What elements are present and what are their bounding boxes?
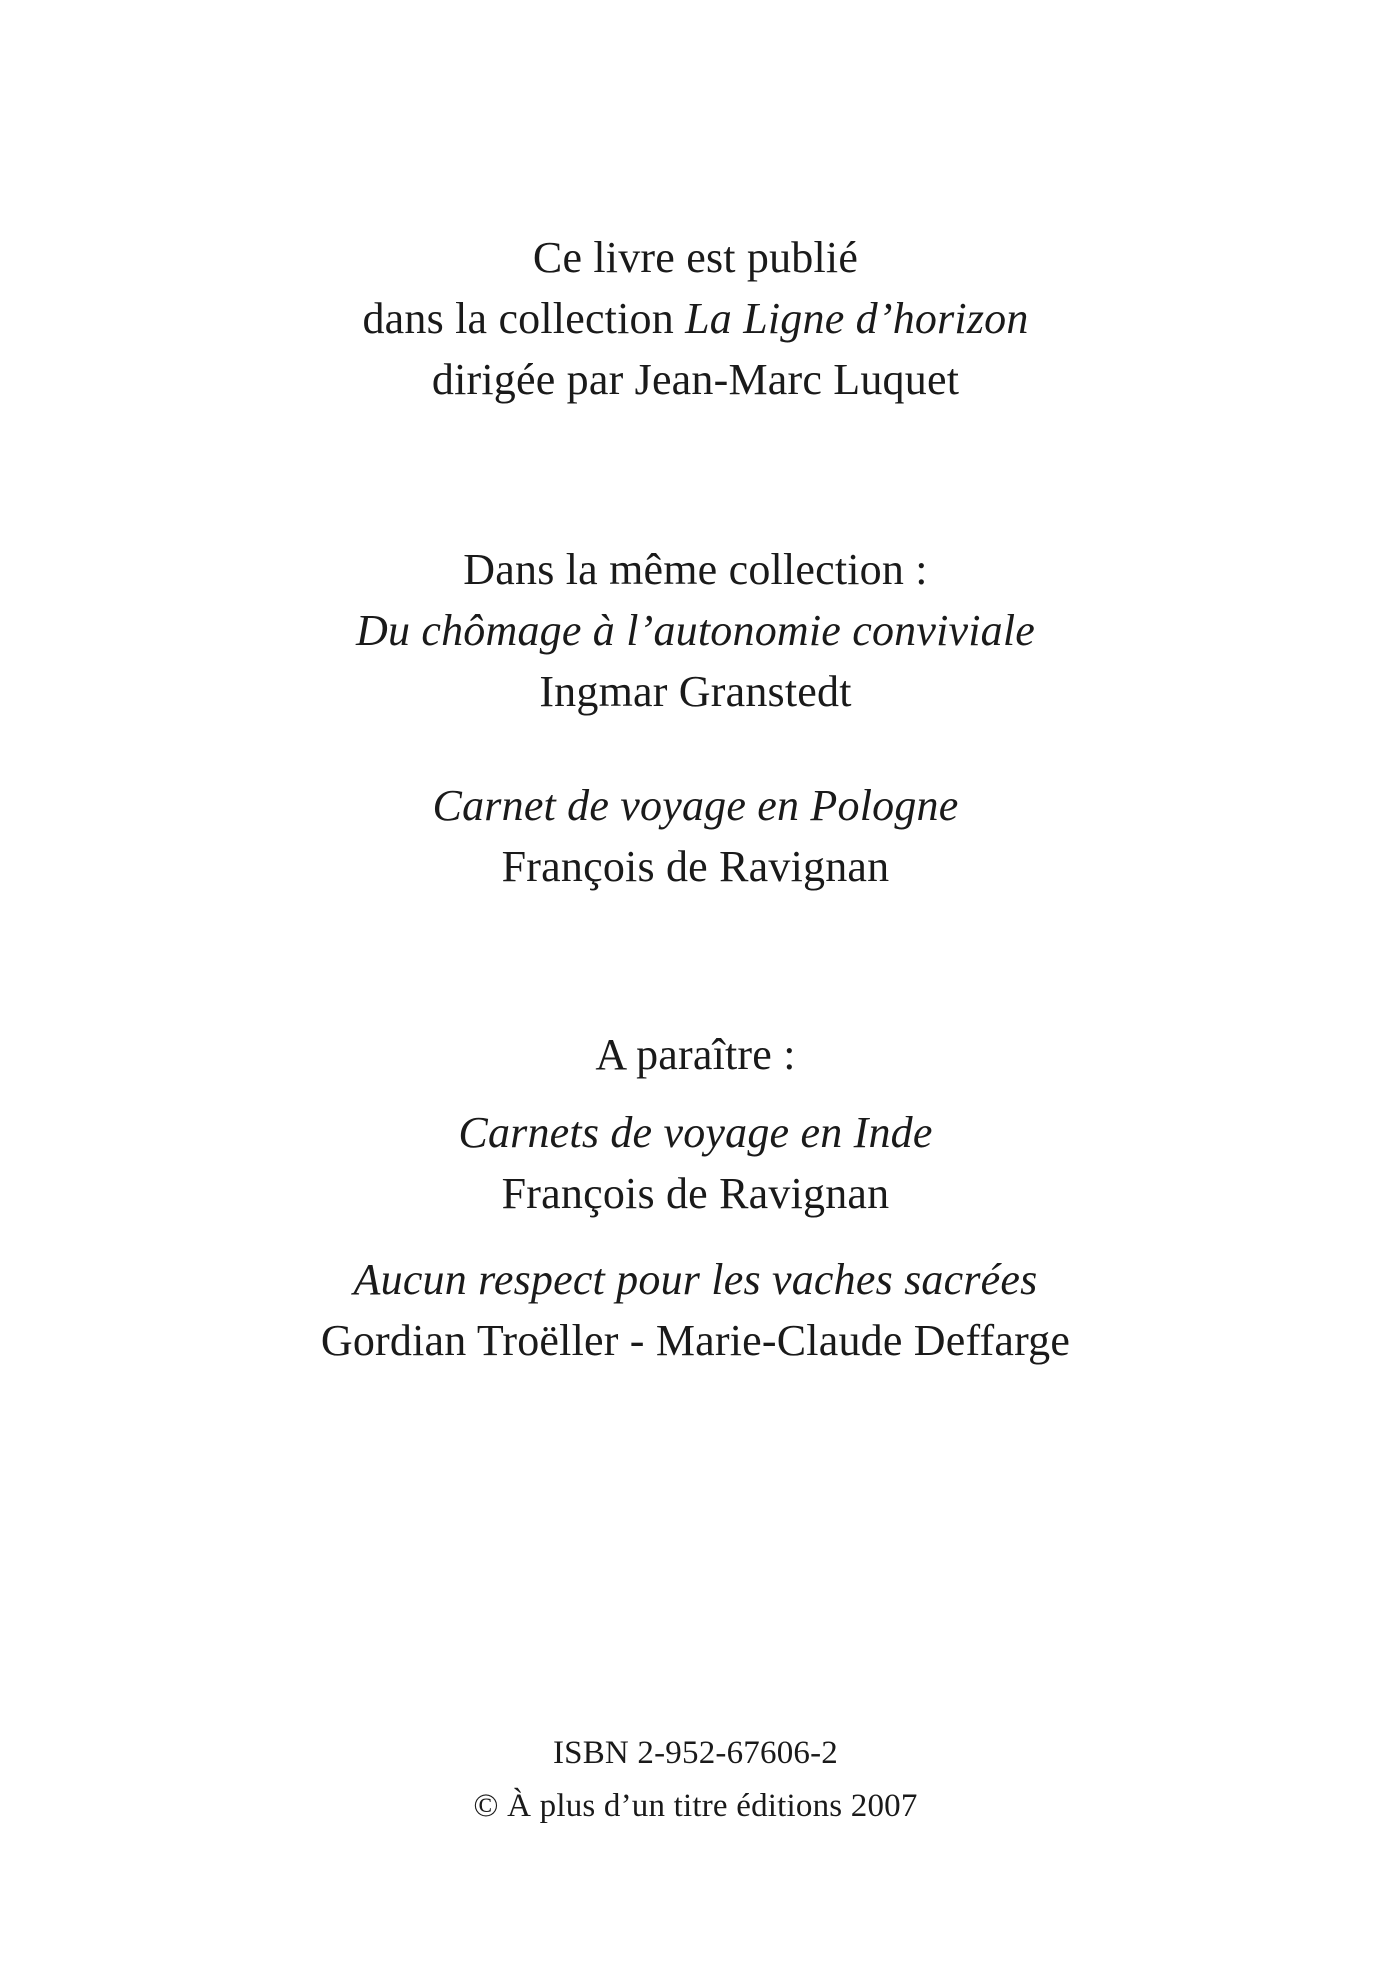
collection-title: La Ligne d’horizon: [685, 294, 1029, 343]
colophon-line-2: [0, 289, 1391, 349]
book-author: François de Ravignan: [501, 842, 890, 891]
book-author: Ingmar Granstedt: [539, 667, 852, 716]
book-title: Carnet de voyage en Pologne: [432, 781, 959, 830]
isbn: ISBN 2-952-67606-2: [552, 1735, 838, 1771]
colophon-prefix: dans la collection: [362, 294, 686, 343]
same-collection-heading: Dans la même collection :: [463, 545, 928, 594]
copyright: © À plus d’un titre éditions 2007: [473, 1788, 918, 1824]
book-author: Gordian Troëller - Marie-Claude Deffarge: [320, 1316, 1071, 1365]
book-author: François de Ravignan: [501, 1169, 890, 1218]
collection-director: dirigée par Jean-Marc Luquet: [431, 355, 960, 404]
book-title: Du chômage à l’autonomie conviviale: [355, 606, 1036, 655]
book-title: Aucun respect pour les vaches sacrées: [353, 1255, 1038, 1304]
colophon-line-1: [0, 228, 1391, 288]
forthcoming-heading: A paraître :: [595, 1030, 796, 1079]
colophon-line-3: [0, 350, 1391, 410]
colophon-text: Ce livre est publié: [532, 233, 859, 282]
book-title: Carnets de voyage en Inde: [458, 1108, 933, 1157]
